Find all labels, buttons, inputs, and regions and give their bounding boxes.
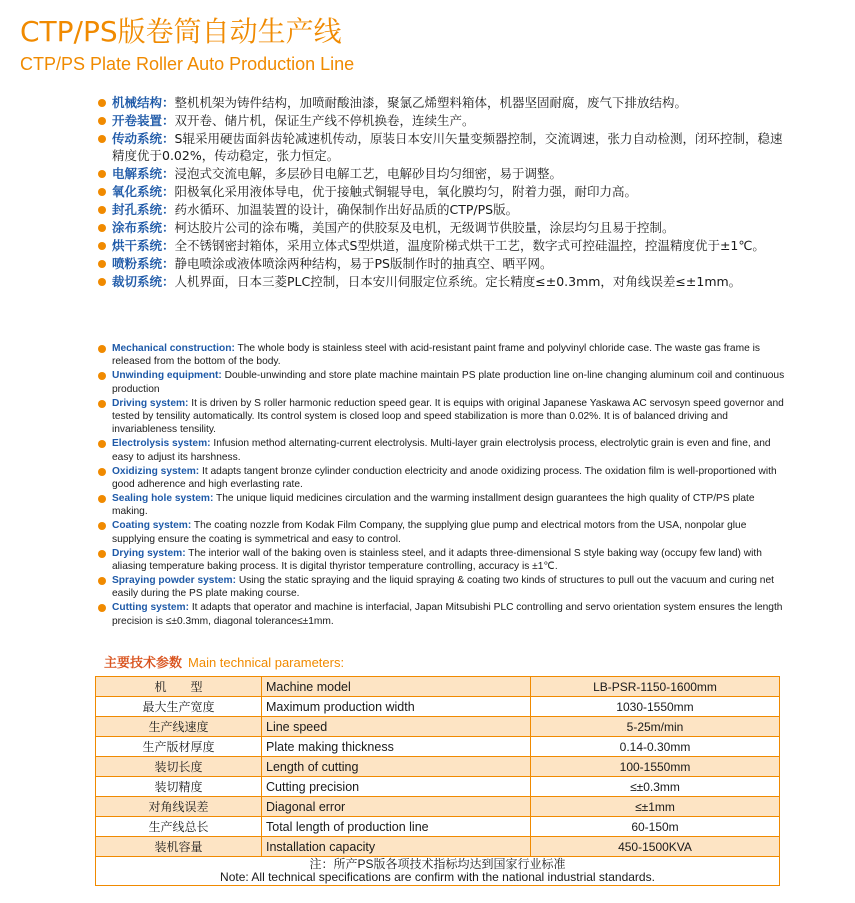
table-row [96, 697, 780, 717]
table-row [96, 817, 780, 837]
feature-label: 喷粉系统： [112, 256, 175, 271]
params-heading-cn: 主要技术参数 [104, 656, 183, 671]
feature-label: 裁切系统： [112, 274, 175, 289]
feature-text: S辊采用硬齿面斜齿轮减速机传动，原装日本安川矢量变频器控制，交流调速，张力自动检测，闭环控制，稳速精度优于0.02%，传动稳定，张力恒定。 [112, 131, 783, 163]
feature-label: Driving system: [112, 397, 189, 409]
feature-text: 整机机架为铸件结构，加喷耐酸油漆，聚氯乙烯塑料箱体，机器坚固耐腐，废气下排放结构。 [174, 95, 688, 110]
param-value: 1030-1550mm [531, 697, 780, 717]
feature-text: It is driven by S roller harmonic reduction speed gear. It is equips with original Japanese Yaskawa AC servosyn speed governor and tested by tensility automatically. Its control system is closed loop and speed stabilization is more than 0.02%. It is of balanced driving and invariableness tensility. [112, 397, 784, 436]
list-item [98, 165, 788, 182]
feature-text: 静电喷涂或液体喷涂两种结构，易于PS版制作时的抽真空、晒平网。 [174, 256, 553, 271]
list-item [98, 519, 788, 546]
param-value: ≤±1mm [531, 797, 780, 817]
feature-text: 浸泡式交流电解，多层砂目电解工艺，电解砂目均匀细密，易于调整。 [174, 166, 563, 181]
bullet-icon [98, 495, 106, 503]
table-row [96, 677, 780, 697]
bullet-icon [98, 345, 106, 353]
bullet-icon [98, 135, 106, 143]
feature-text: Double-unwinding and store plate machine maintain PS plate production line on-line changing aluminum coil and continuous production [112, 370, 785, 395]
params-heading-en: Main technical parameters: [188, 655, 345, 670]
list-item [98, 130, 788, 164]
bullet-icon [98, 117, 106, 125]
param-name-en: Cutting precision [262, 777, 531, 797]
bullet-icon [98, 170, 106, 178]
feature-text: The interior wall of the baking oven is stainless steel, and it adapts three-dimensional S style baking way (occupy few land) with aliasing temperature baking process. It is digital thyristor temperature controlling, accuracy is ±1℃. [112, 547, 762, 572]
bullet-icon [98, 372, 106, 380]
params-heading [104, 652, 344, 671]
param-name-en: Maximum production width [262, 697, 531, 717]
feature-label: Drying system: [112, 547, 186, 559]
table-row [96, 757, 780, 777]
bullet-icon [98, 604, 106, 612]
feature-label: 电解系统： [112, 166, 175, 181]
feature-text: It adapts that operator and machine is interfacial, Japan Mitsubishi PLC controlling and servo orientation system ensures the length precision is ≤±0.3mm, diagonal tolerance≤±1mm. [112, 602, 783, 627]
feature-text: 全不锈钢密封箱体，采用立体式S型烘道，温度阶梯式烘干工艺，数字式可控硅温控，控温精度优于±1℃。 [174, 238, 765, 253]
table-row [96, 777, 780, 797]
param-name-en: Line speed [262, 717, 531, 737]
page-title-cn: CTP/PS版卷筒自动生产线 [20, 15, 342, 48]
feature-text: 药水循环、加温装置的设计，确保制作出好品质的CTP/PS版。 [174, 202, 519, 217]
param-name-en: Total length of production line [262, 817, 531, 837]
bullet-icon [98, 260, 106, 268]
feature-text: Infusion method alternating-current electrolysis. Multi-layer grain electrolysis process, electrolytic grain is even and fine, and easy to adjust its harshness. [112, 438, 771, 463]
page-title-en: CTP/PS Plate Roller Auto Production Line [20, 54, 355, 74]
params-table [95, 676, 780, 886]
feature-label: 封孔系统： [112, 202, 175, 217]
list-item [98, 601, 788, 628]
bullet-icon [98, 522, 106, 530]
feature-label: Sealing hole system: [112, 492, 214, 504]
list-item [98, 437, 788, 464]
feature-text: Using the static spraying and the liquid spraying & coating two kinds of structures to pull out the vacuum and curing net easily during the PS plate making course. [112, 574, 774, 600]
feature-label: Cutting system: [112, 602, 189, 614]
param-name-cn: 装切长度 [96, 757, 262, 777]
param-name-en: Diagonal error [262, 797, 531, 817]
feature-label: Coating system: [112, 520, 192, 532]
list-item [98, 397, 788, 437]
feature-label: Mechanical construction: [112, 343, 235, 354]
feature-label: Spraying powder system: [112, 574, 236, 586]
param-value: 5-25m/min [531, 717, 780, 737]
param-name-cn: 对角线误差 [96, 797, 262, 817]
feature-text: 双开卷、储片机，保证生产线不停机换卷，连续生产。 [174, 113, 475, 128]
param-name-en: Installation capacity [262, 837, 531, 857]
feature-label: 机械结构： [112, 95, 175, 110]
list-item [98, 94, 788, 111]
param-name-cn: 装切精度 [96, 777, 262, 797]
param-value: 60-150m [531, 817, 780, 837]
feature-text: It adapts tangent bronze cylinder conduction electricity and anode oxidizing process. The oxidation film is well-proportioned with good adherence and high everlasting rate. [112, 465, 777, 491]
bullet-icon [98, 468, 106, 476]
feature-label: Electrolysis system: [112, 438, 211, 450]
feature-label: 开卷装置： [112, 113, 175, 128]
feature-label: 涂布系统： [112, 220, 175, 235]
feature-label: 传动系统： [112, 131, 175, 146]
list-item [98, 112, 788, 129]
list-item [98, 201, 788, 218]
bullet-icon [98, 99, 106, 107]
param-value: 100-1550mm [531, 757, 780, 777]
list-item [98, 237, 788, 254]
bullet-icon [98, 550, 106, 558]
bullet-icon [98, 577, 106, 585]
param-value: 450-1500KVA [531, 837, 780, 857]
feature-label: 烘干系统： [112, 238, 175, 253]
bullet-icon [98, 242, 106, 250]
feature-text: 阳极氧化采用液体导电，优于接触式铜辊导电，氧化膜均匀，附着力强，耐印力高。 [174, 184, 638, 199]
feature-text: The whole body is stainless steel with acid-resistant paint frame and polyvinyl chloride case. The waste gas frame is released from the bottom of the body. [112, 343, 760, 368]
feature-label: 氧化系统： [112, 184, 175, 199]
feature-text: 柯达胶片公司的涂布嘴，美国产的供胶泵及电机，无级调节供胶量，涂层均匀且易于控制。 [174, 220, 675, 235]
table-row [96, 737, 780, 757]
list-item [98, 183, 788, 200]
list-item [98, 465, 788, 492]
list-item [98, 273, 788, 290]
param-name-cn: 生产线总长 [96, 817, 262, 837]
param-name-cn: 生产版材厚度 [96, 737, 262, 757]
feature-label: Oxidizing system: [112, 465, 200, 477]
feature-text: The unique liquid medicines circulation and the warming installment design guarantees the high quality of CTP/PS plate making. [112, 492, 755, 518]
list-item [98, 492, 788, 519]
list-item [98, 574, 788, 601]
bullet-icon [98, 188, 106, 196]
list-item [98, 547, 788, 574]
param-name-cn: 生产线速度 [96, 717, 262, 737]
param-name-cn: 最大生产宽度 [96, 697, 262, 717]
note-en: Note: All technical specifications are confirm with the national industrial standards. [220, 870, 655, 884]
list-item [98, 219, 788, 236]
bullet-icon [98, 224, 106, 232]
bullet-icon [98, 278, 106, 286]
param-name-cn: 机 型 [96, 677, 262, 697]
bullet-icon [98, 206, 106, 214]
list-item [98, 255, 788, 272]
param-name-cn: 装机容量 [96, 837, 262, 857]
param-value: ≤±0.3mm [531, 777, 780, 797]
feature-label: Unwinding equipment: [112, 370, 222, 382]
param-value: 0.14-0.30mm [531, 737, 780, 757]
note-cn: 注：所产PS版各项技术指标均达到国家行业标准 [309, 857, 566, 871]
list-item [98, 369, 788, 396]
feature-text: 人机界面，日本三菱PLC控制，日本安川伺服定位系统。定长精度≤±0.3mm，对角线误差≤±1mm。 [174, 274, 742, 289]
features-cn-list [98, 94, 788, 291]
table-row [96, 797, 780, 817]
table-row [96, 837, 780, 857]
param-name-en: Length of cutting [262, 757, 531, 777]
table-note-row [96, 857, 780, 886]
list-item [98, 342, 788, 369]
table-row [96, 717, 780, 737]
param-value: LB-PSR-1150-1600mm [531, 677, 780, 697]
table-note [96, 857, 780, 886]
bullet-icon [98, 400, 106, 408]
features-en-list [98, 342, 788, 629]
param-name-en: Machine model [262, 677, 531, 697]
feature-text: The coating nozzle from Kodak Film Company, the supplying glue pump and electrical motors from the USA, nonpolar glue supplying ensure the coating is symmetrical and easy to control. [112, 520, 747, 545]
param-name-en: Plate making thickness [262, 737, 531, 757]
bullet-icon [98, 440, 106, 448]
